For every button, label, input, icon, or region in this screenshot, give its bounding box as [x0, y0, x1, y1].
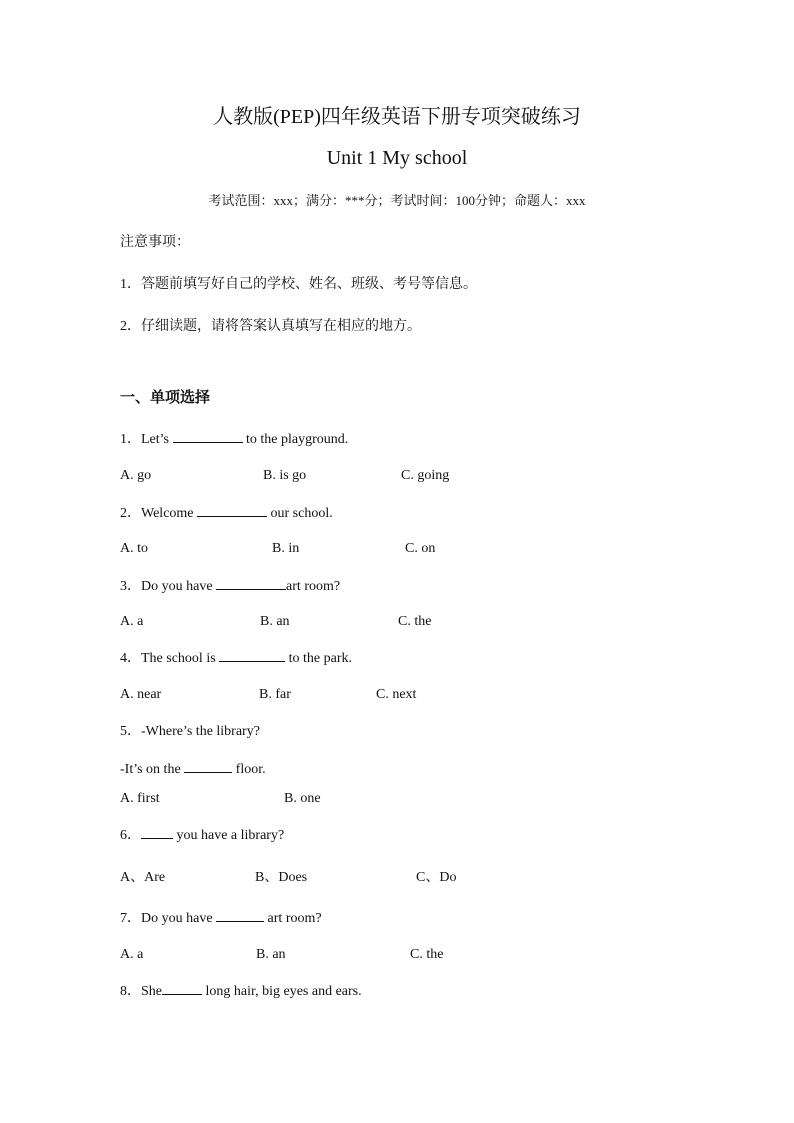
option-b: B. one: [284, 791, 321, 806]
option-c: C. going: [401, 468, 450, 483]
option-a: A. near: [120, 687, 162, 702]
option-a: A、Are: [120, 870, 166, 885]
option-c: C. the: [410, 947, 444, 962]
option-a: A. a: [120, 614, 144, 629]
answer-blank: [162, 982, 202, 995]
question-text: art room?: [286, 579, 341, 594]
page-subtitle: Unit 1 My school: [326, 147, 468, 169]
question-6: [120, 824, 284, 844]
option-c: C. next: [376, 687, 417, 702]
answer-blank: [173, 430, 243, 443]
exam-info: 考试范围：xxx；满分：***分；考试时间：100分钟；命题人：xxx: [208, 193, 586, 208]
note-item: 1．答题前填写好自己的学校、姓名、班级、考号等信息。: [120, 277, 477, 292]
answer-blank: [219, 649, 285, 662]
question-text: 7．Do you have: [120, 911, 217, 926]
note-item: 2．仔细读题，请将答案认真填写在相应的地方。: [120, 319, 421, 334]
question-text: art room?: [264, 911, 322, 926]
option-a: A. go: [120, 468, 152, 483]
answer-blank: [216, 909, 264, 922]
question-5-reply: [120, 760, 266, 778]
option-b: B. an: [260, 614, 290, 629]
question-text: our school.: [267, 506, 333, 521]
question-text: 8．She: [120, 984, 162, 999]
option-a: A. a: [120, 947, 144, 962]
page-title: 人教版(PEP)四年级英语下册专项突破练习: [213, 106, 581, 128]
answer-blank: [141, 826, 173, 839]
question-1: [120, 428, 348, 448]
question-text: -It’s on the: [120, 762, 185, 777]
option-b: B、Does: [255, 870, 308, 885]
question-text: 3．Do you have: [120, 579, 217, 594]
answer-blank: [184, 760, 232, 773]
question-8: [120, 980, 362, 1000]
question-text: you have a library?: [173, 828, 285, 843]
option-b: B. is go: [263, 468, 307, 483]
question-text: to the playground.: [242, 432, 349, 447]
question-3: [120, 575, 340, 595]
option-c: C. on: [405, 541, 436, 556]
option-b: B. an: [256, 947, 286, 962]
option-b: B. far: [259, 687, 291, 702]
question-7: [120, 907, 322, 927]
option-b: B. in: [272, 541, 300, 556]
answer-blank: [197, 504, 267, 517]
question-text: 2．Welcome: [120, 506, 198, 521]
question-text: 4．The school is: [120, 651, 220, 666]
question-2: [120, 502, 333, 522]
option-a: A. to: [120, 541, 148, 556]
option-c: C. the: [398, 614, 432, 629]
question-text: 1．Let’s: [120, 432, 173, 447]
question-5: 5．-Where’s the library?: [120, 724, 260, 739]
question-text: 6．: [120, 828, 141, 843]
section-title: 一、单项选择: [120, 390, 211, 406]
option-c: C、Do: [416, 870, 457, 885]
notes-heading: 注意事项：: [120, 235, 190, 250]
answer-blank: [216, 577, 286, 590]
question-text: floor.: [232, 762, 266, 777]
question-text: long hair, big eyes and ears.: [202, 984, 362, 999]
question-4: [120, 647, 352, 667]
option-a: A. first: [120, 791, 160, 806]
question-text: to the park.: [285, 651, 353, 666]
